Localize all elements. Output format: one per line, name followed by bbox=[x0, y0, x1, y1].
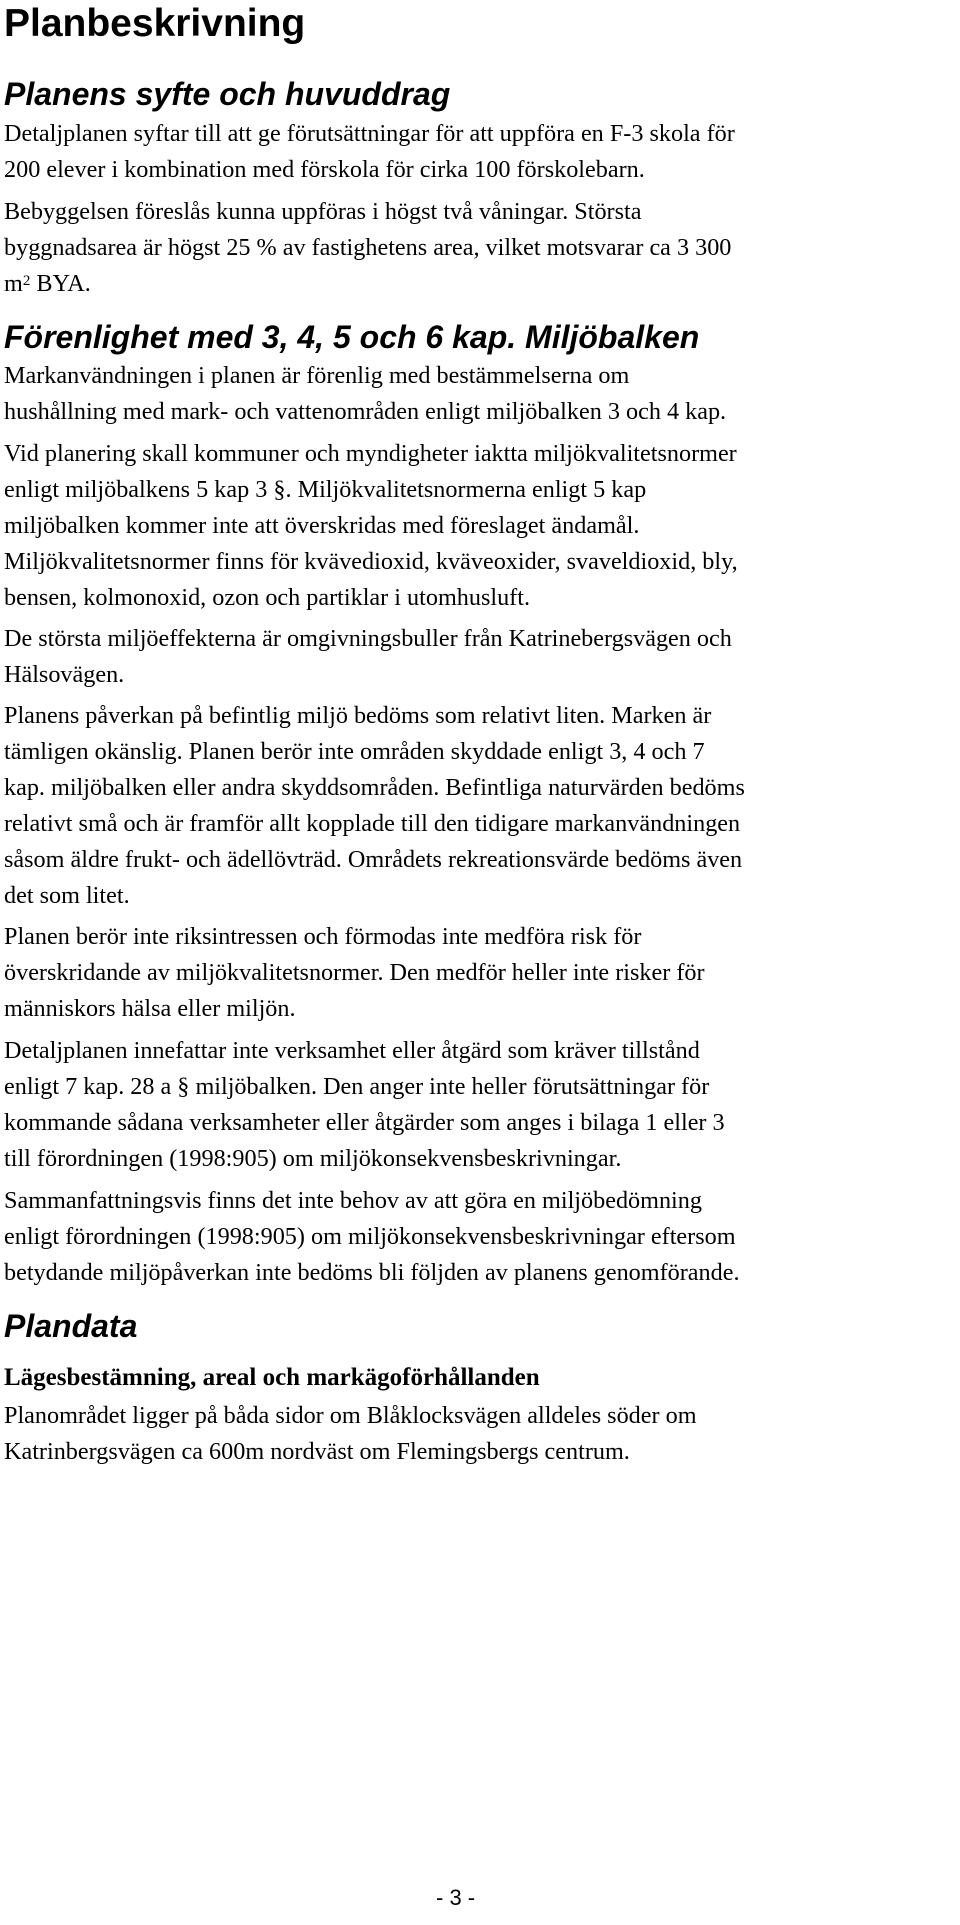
text-line: det som litet. bbox=[4, 882, 130, 909]
paragraph-syfte-1 bbox=[4, 116, 956, 188]
text-line bbox=[4, 266, 956, 302]
text-line: byggnadsarea är högst 25 % av fastighetens area, vilket motsvarar ca 3 300 bbox=[4, 234, 732, 261]
heading-forenlighet: Förenlighet med 3, 4, 5 och 6 kap. Miljöbalken bbox=[4, 319, 700, 355]
text-line: Vid planering skall kommuner och myndigheter iaktta miljökvalitetsnormer bbox=[4, 440, 737, 467]
text-line: överskridande av miljökvalitetsnormer. Den medför heller inte risker för bbox=[4, 959, 705, 986]
text-line: bensen, kolmonoxid, ozon och partiklar i utomhusluft. bbox=[4, 584, 530, 611]
text-line: Sammanfattningsvis finns det inte behov av att göra en miljöbedömning bbox=[4, 1187, 702, 1214]
text-line: Bebyggelsen föreslås kunna uppföras i högst två våningar. Största bbox=[4, 198, 642, 225]
text-line: Miljökvalitetsnormer finns för kvävedioxid, kväveoxider, svaveldioxid, bly, bbox=[4, 548, 738, 575]
text-line: Planen berör inte riksintressen och förmodas inte medföra risk för bbox=[4, 923, 642, 950]
text-line: enligt 7 kap. 28 a § miljöbalken. Den anger inte heller förutsättningar för bbox=[4, 1073, 710, 1100]
text-line: Planområdet ligger på båda sidor om Blåklocksvägen alldeles söder om bbox=[4, 1402, 697, 1429]
text-line: De största miljöeffekterna är omgivningsbuller från Katrinebergsvägen och bbox=[4, 625, 732, 652]
text-line: till förordningen (1998:905) om miljökonsekvensbeskrivningar. bbox=[4, 1145, 622, 1172]
text-line: kap. miljöbalken eller andra skyddsområden. Befintliga naturvärden bedöms bbox=[4, 774, 745, 801]
paragraph-forenlighet-5 bbox=[4, 919, 956, 1027]
text-line: miljöbalken kommer inte att överskridas med föreslaget ändamål. bbox=[4, 512, 640, 539]
heading-syfte: Planens syfte och huvuddrag bbox=[4, 76, 451, 112]
subheading-lagesbestamning: Lägesbestämning, areal och markägoförhållanden bbox=[4, 1364, 540, 1391]
heading-plandata: Plandata bbox=[4, 1308, 138, 1344]
paragraph-forenlighet-7 bbox=[4, 1183, 956, 1291]
text-line: Katrinbergsvägen ca 600m nordväst om Flemingsbergs centrum. bbox=[4, 1438, 630, 1465]
paragraph-forenlighet-3 bbox=[4, 621, 956, 693]
page-title: Planbeskrivning bbox=[4, 2, 306, 45]
paragraph-plandata-1 bbox=[4, 1398, 956, 1470]
text-line: Markanvändningen i planen är förenlig med bestämmelserna om bbox=[4, 362, 630, 389]
text-line: människors hälsa eller miljön. bbox=[4, 995, 296, 1022]
text-line: enligt miljöbalkens 5 kap 3 §. Miljökvalitetsnormerna enligt 5 kap bbox=[4, 476, 647, 503]
text-line: Planens påverkan på befintlig miljö bedöms som relativt liten. Marken är bbox=[4, 702, 712, 729]
paragraph-forenlighet-6 bbox=[4, 1033, 956, 1177]
text-line: enligt förordningen (1998:905) om miljökonsekvensbeskrivningar eftersom bbox=[4, 1223, 736, 1250]
text-line: såsom äldre frukt- och ädellövträd. Områdets rekreationsvärde bedöms även bbox=[4, 846, 743, 873]
text-line: Detaljplanen syftar till att ge förutsättningar för att uppföra en F-3 skola för bbox=[4, 120, 735, 147]
text-line: 200 elever i kombination med förskola för cirka 100 förskolebarn. bbox=[4, 156, 645, 183]
text-line: tämligen okänslig. Planen berör inte områden skyddade enligt 3, 4 och 7 bbox=[4, 738, 705, 765]
page-number: - 3 - bbox=[436, 1885, 476, 1910]
paragraph-syfte-2 bbox=[4, 194, 956, 302]
paragraph-forenlighet-1 bbox=[4, 358, 956, 430]
text-line: Hälsovägen. bbox=[4, 661, 125, 688]
text-line: relativt små och är framför allt kopplade till den tidigare markanvändningen bbox=[4, 810, 741, 837]
text-line: Detaljplanen innefattar inte verksamhet eller åtgärd som kräver tillstånd bbox=[4, 1037, 700, 1064]
unit-m: m bbox=[4, 270, 23, 297]
paragraph-forenlighet-2 bbox=[4, 436, 956, 616]
text-line: betydande miljöpåverkan inte bedöms bli följden av planens genomförande. bbox=[4, 1259, 740, 1286]
text-line: hushållning med mark- och vattenområden enligt miljöbalken 3 och 4 kap. bbox=[4, 398, 727, 425]
text-line: kommande sådana verksamheter eller åtgärder som anges i bilaga 1 eller 3 bbox=[4, 1109, 725, 1136]
paragraph-forenlighet-4 bbox=[4, 698, 956, 914]
superscript-2: 2 bbox=[22, 273, 31, 289]
bya-text: BYA. bbox=[30, 270, 91, 297]
